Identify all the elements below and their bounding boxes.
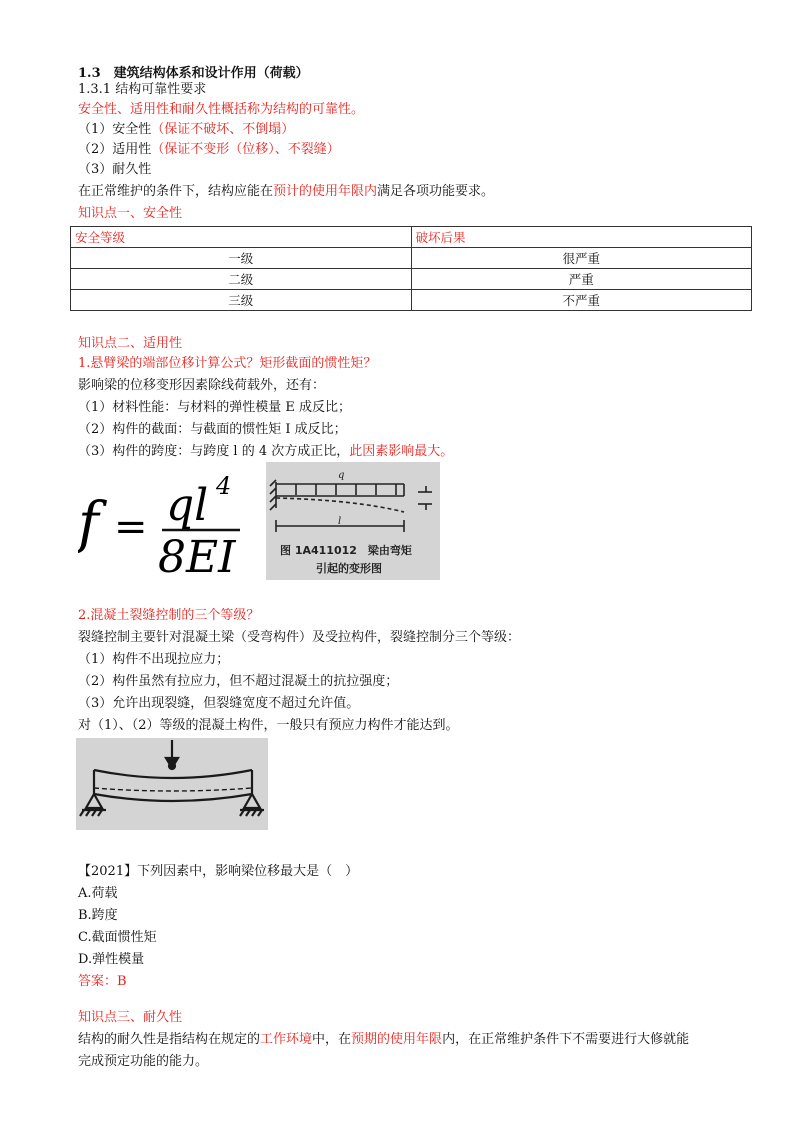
table-header-cell: 安全等级 bbox=[71, 227, 412, 248]
deflection-formula bbox=[78, 470, 258, 580]
table-cell: 二级 bbox=[71, 269, 412, 290]
formula-lhs: f bbox=[78, 491, 99, 556]
question-2-intro: 裂缝控制主要针对混凝土梁（受弯构件）及受拉构件，裂缝控制分三个等级： bbox=[78, 630, 521, 645]
exam-option: C.截面惯性矩 bbox=[78, 930, 157, 945]
exam-option: B.跨度 bbox=[78, 908, 118, 923]
knowledge-point-2-title: 知识点二、适用性 bbox=[78, 336, 183, 351]
table-header-row bbox=[71, 227, 752, 248]
figure-caption-line2: 引起的变形图 bbox=[316, 562, 382, 575]
question-1-intro: 影响梁的位移变形因素除线荷载外，还有： bbox=[78, 378, 326, 393]
table-row bbox=[71, 248, 752, 269]
question-1-item: （2）构件的截面：与截面的惯性矩 I 成反比； bbox=[78, 422, 347, 437]
exam-option: D.弹性模量 bbox=[78, 952, 145, 967]
safety-grade-table bbox=[70, 226, 752, 311]
table-cell: 一级 bbox=[71, 248, 412, 269]
exam-answer: 答案：B bbox=[78, 974, 127, 989]
table-cell: 三级 bbox=[71, 290, 412, 311]
question-2-item: （1）构件不出现拉应力； bbox=[78, 652, 230, 667]
question-2: 2.混凝土裂缝控制的三个等级？ bbox=[78, 608, 260, 623]
reliability-item-durability: （3）耐久性 bbox=[78, 162, 152, 177]
table-cell: 很严重 bbox=[411, 248, 752, 269]
reliability-item-safety: （1）安全性（保证不破坏、不倒塌） bbox=[78, 122, 295, 137]
table-cell: 不严重 bbox=[411, 290, 752, 311]
reliability-item-serviceability: （2）适用性（保证不变形（位移）、不裂缝） bbox=[78, 142, 340, 157]
table-row bbox=[71, 290, 752, 311]
section-title: 1.3 建筑结构体系和设计作用（荷载） bbox=[78, 66, 309, 81]
question-2-item: （2）构件虽然有拉应力，但不超过混凝土的抗拉强度； bbox=[78, 674, 399, 689]
subsection-title: 1.3.1 结构可靠性要求 bbox=[78, 82, 207, 97]
span-label: l bbox=[338, 516, 342, 527]
formula-equals: = bbox=[114, 504, 148, 550]
table-row bbox=[71, 269, 752, 290]
formula-denominator: 8EI bbox=[158, 532, 236, 580]
table-header-cell: 破坏后果 bbox=[411, 227, 752, 248]
normal-condition-text: 在正常维护的条件下，结构应能在预计的使用年限内满足各项功能要求。 bbox=[78, 184, 495, 199]
durability-definition-line1: 结构的耐久性是指结构在规定的工作环境中，在预期的使用年限内，在正常维护条件下不需要进行大修就能 bbox=[78, 1032, 690, 1047]
exam-option: A.荷载 bbox=[78, 886, 118, 901]
knowledge-point-1-title: 知识点一、安全性 bbox=[78, 206, 183, 221]
durability-definition-line2: 完成预定功能的能力。 bbox=[78, 1054, 209, 1069]
deflected-shape bbox=[276, 498, 404, 512]
question-2-item: （3）允许出现裂缝，但裂缝宽度不超过允许值。 bbox=[78, 696, 360, 711]
question-1: 1.悬臂梁的端部位移计算公式？矩形截面的惯性矩？ bbox=[78, 356, 377, 371]
figure-caption-line1: 图 1A411012 梁由弯矩 bbox=[280, 544, 412, 557]
formula-numerator: ql bbox=[166, 480, 209, 531]
question-1-item: （3）构件的跨度：与跨度 l 的 4 次方成正比，此因素影响最大。 bbox=[78, 444, 454, 459]
exam-question-stem: 【2021】下列因素中，影响梁位移最大是（ ） bbox=[78, 864, 359, 879]
formula-exponent: 4 bbox=[216, 472, 232, 500]
right-roller-support bbox=[244, 794, 260, 808]
question-1-item: （1）材料性能：与材料的弹性模量 E 成反比； bbox=[78, 400, 352, 415]
question-2-note: 对（1）、（2）等级的混凝土构件，一般只有预应力构件才能达到。 bbox=[78, 718, 459, 733]
table-cell: 严重 bbox=[411, 269, 752, 290]
knowledge-point-3-title: 知识点三、耐久性 bbox=[78, 1010, 183, 1025]
beam-bottom-curve bbox=[94, 794, 252, 801]
beam-top-curve bbox=[94, 770, 252, 778]
beam-deflection-figure bbox=[266, 462, 440, 580]
left-pin-support bbox=[86, 794, 102, 808]
beam-bending-figure bbox=[76, 738, 268, 830]
neutral-axis bbox=[94, 788, 252, 791]
reliability-definition: 安全性、适用性和耐久性概括称为结构的可靠性。 bbox=[78, 102, 365, 117]
load-label: q bbox=[338, 470, 345, 481]
